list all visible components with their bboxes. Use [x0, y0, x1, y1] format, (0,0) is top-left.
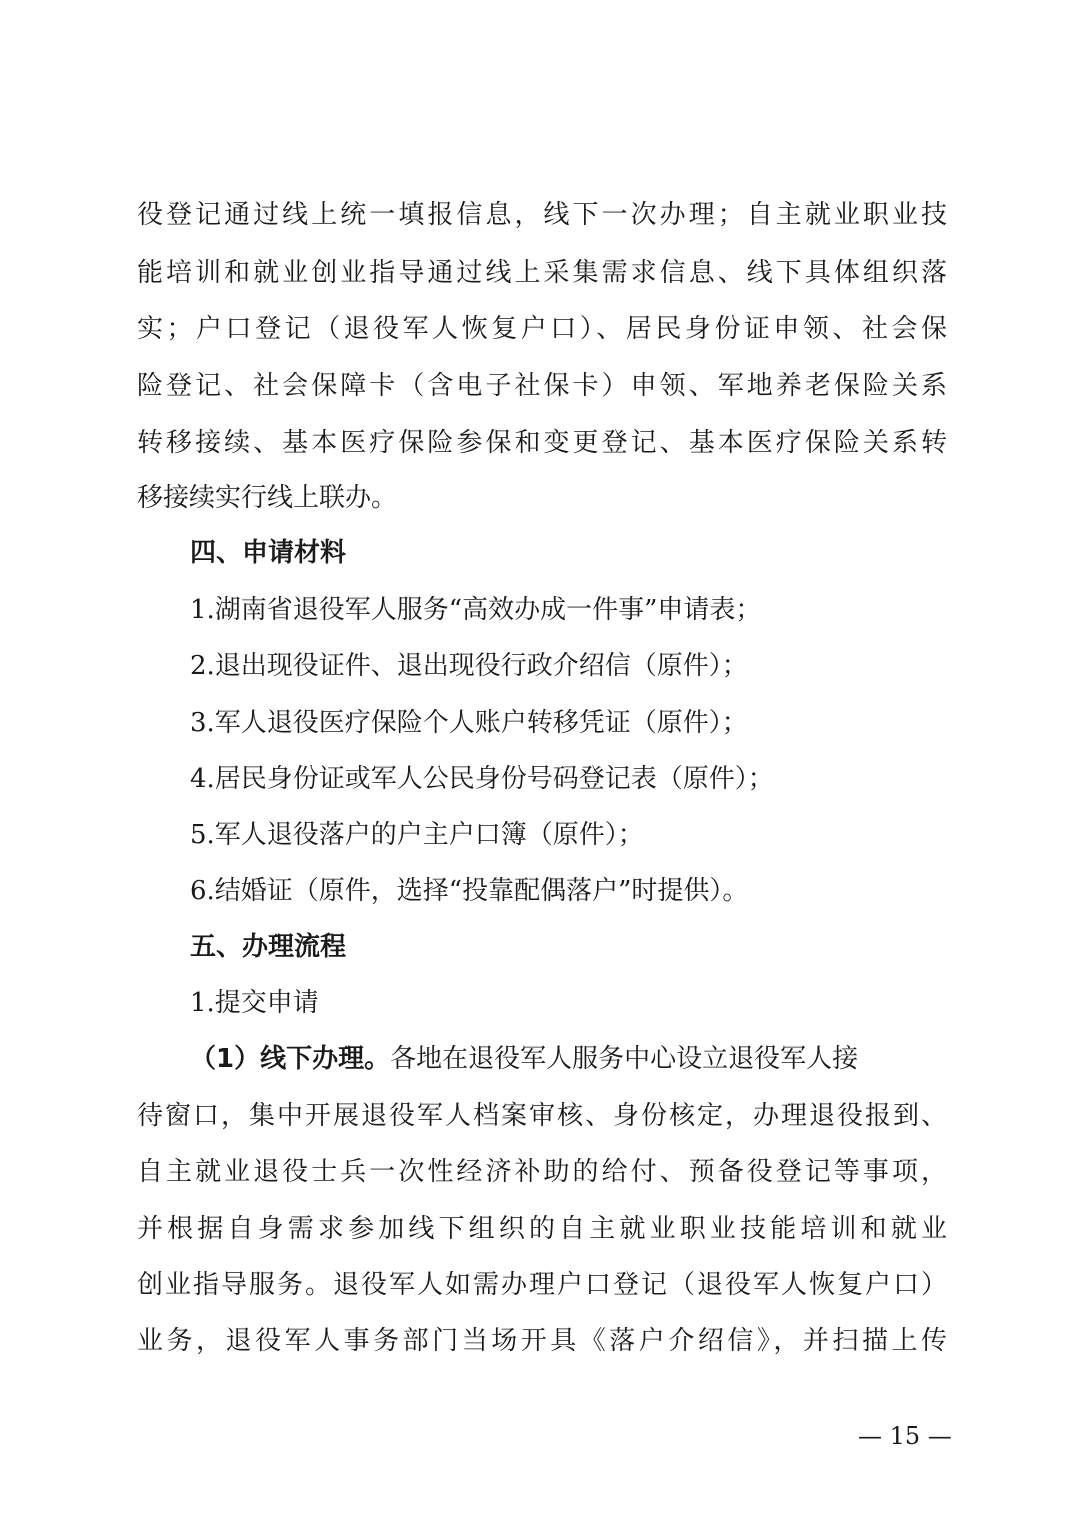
material-item: 2.退出现役证件、退出现役行政介绍信（原件）； — [190, 651, 748, 681]
material-item: 6.结婚证（原件，选择“投靠配偶落户”时提供）。 — [190, 876, 749, 906]
step-heading: 1.提交申请 — [190, 988, 319, 1018]
section-heading: 五、办理流程 — [190, 932, 347, 962]
paragraph-line: 并根据自身需求参加线下组织的自主就业职业技能培训和就业 — [137, 1214, 947, 1244]
paragraph-line: 能培训和就业创业指导通过线上采集需求信息、线下具体组织落 — [137, 258, 947, 288]
material-item: 5.军人退役落户的户主户口簿（原件）； — [190, 820, 644, 850]
paragraph-line: 待窗口，集中开展退役军人档案审核、身份核定，办理退役报到、 — [137, 1101, 947, 1131]
offline-first-line-rest: 各地在退役军人服务中心设立退役军人接 — [390, 1044, 859, 1074]
paragraph-line — [190, 1039, 947, 1079]
paragraph-line: 创业指导服务。退役军人如需办理户口登记（退役军人恢复户口） — [137, 1270, 947, 1300]
paragraph-line: 自主就业退役士兵一次性经济补助的给付、预备役登记等事项， — [137, 1157, 947, 1187]
paragraph-line: 移接续实行线上联办。 — [137, 483, 398, 513]
material-item: 4.居民身份证或军人公民身份号码登记表（原件）； — [190, 764, 774, 794]
page-number: — 15 — — [858, 1422, 952, 1450]
offline-label: （1）线下办理。 — [190, 1044, 391, 1074]
paragraph-line: 实；户口登记（退役军人恢复户口）、居民身份证申领、社会保 — [137, 314, 947, 344]
section-heading: 四、申请材料 — [190, 538, 347, 568]
paragraph-line: 险登记、社会保障卡（含电子社保卡）申领、军地养老保险关系 — [137, 371, 947, 401]
material-item: 1.湖南省退役军人服务“高效办成一件事”申请表； — [190, 595, 762, 625]
paragraph-line: 业务，退役军人事务部门当场开具《落户介绍信》，并扫描上传 — [137, 1326, 947, 1356]
material-item: 3.军人退役医疗保险个人账户转移凭证（原件）； — [190, 708, 748, 738]
paragraph-line: 役登记通过线上统一填报信息，线下一次办理；自主就业职业技 — [137, 200, 947, 230]
paragraph-line: 转移接续、基本医疗保险参保和变更登记、基本医疗保险关系转 — [137, 428, 947, 458]
